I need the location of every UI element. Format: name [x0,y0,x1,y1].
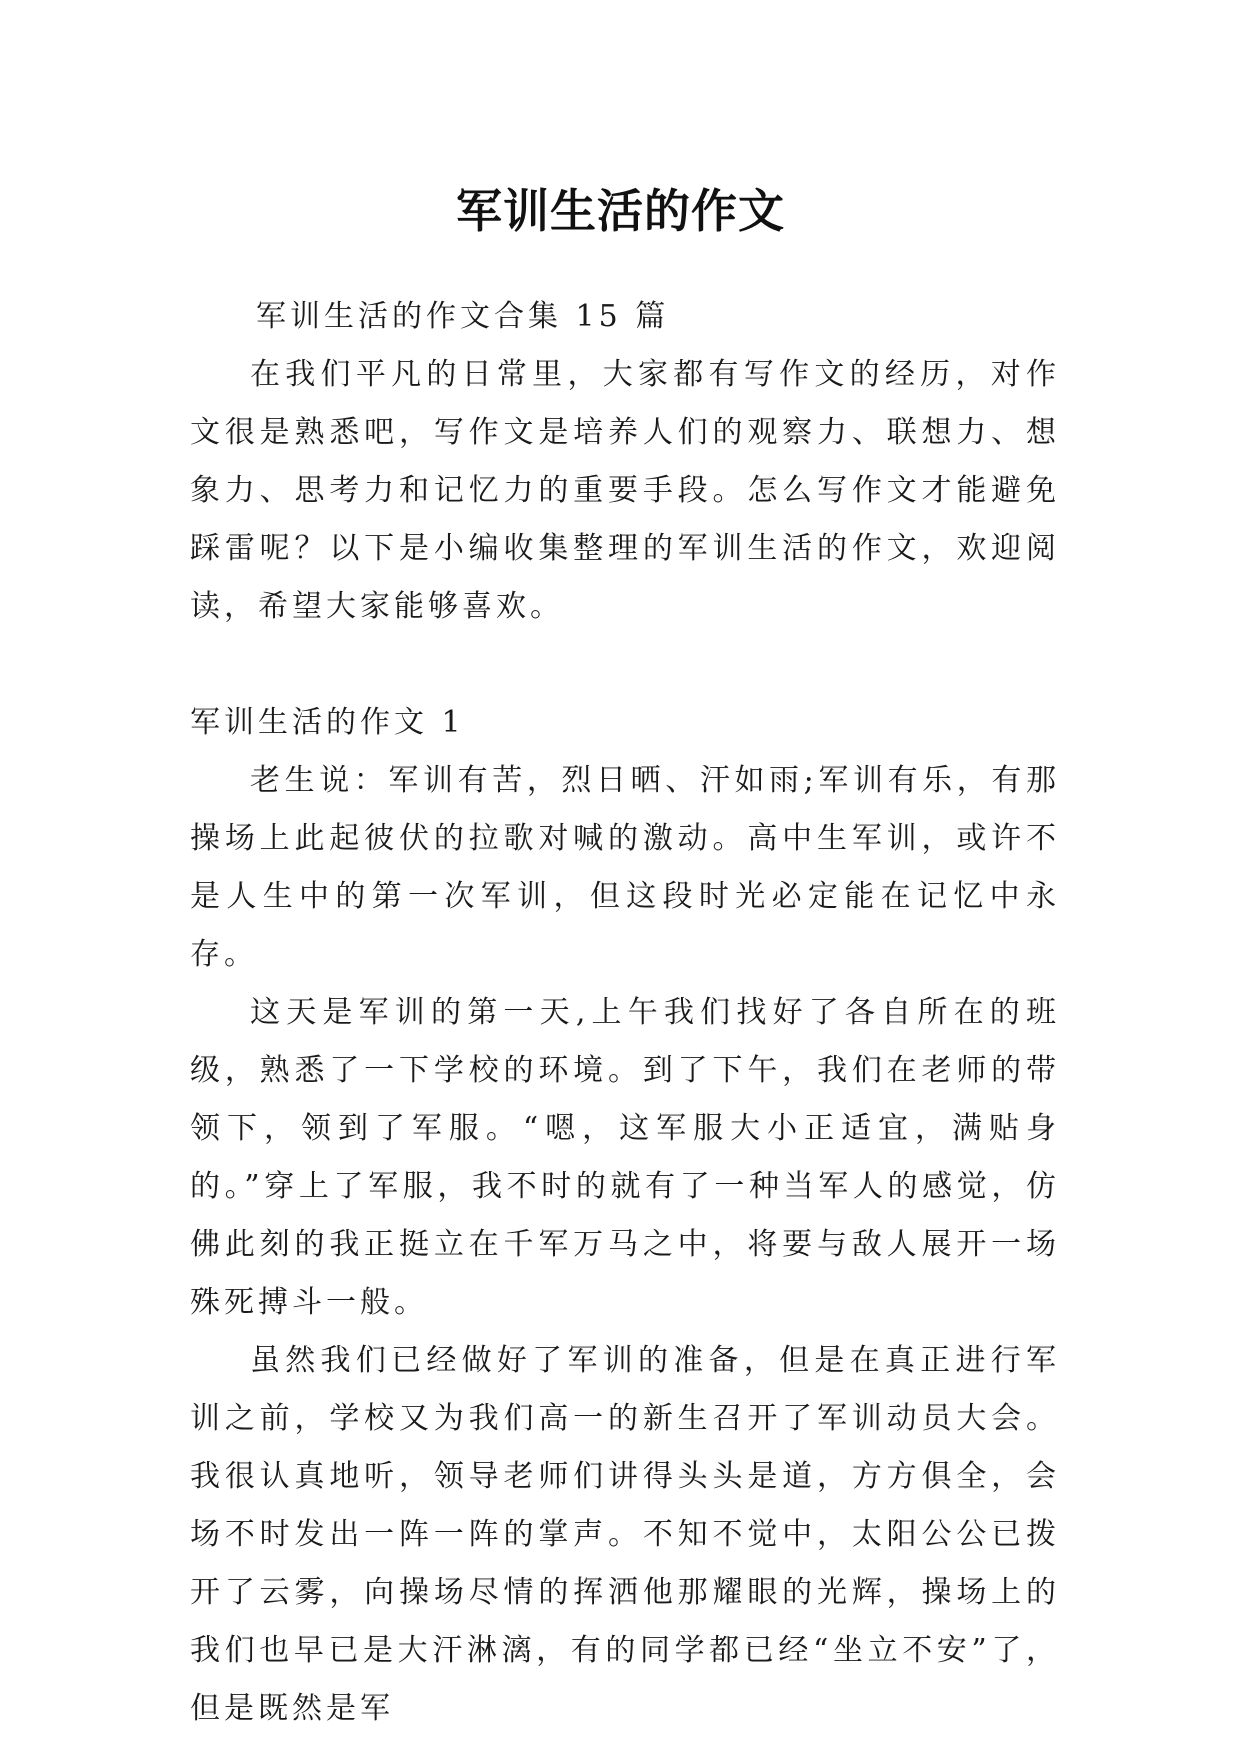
section-heading: 军训生活的作文 1 [190,705,465,740]
essay-paragraph-3: 虽然我们已经做好了军训的准备，但是在真正进行军训之前，学校又为我们高一的新生召开了军训动员大会。我很认真地听，领导老师们讲得头头是道，方方俱全，会场不时发出一阵一阵的掌声。不知不觉中，太阳公公已拨开了云雾，向操场尽情的挥洒他那耀眼的光辉，操场上的我们也早已是大汗淋漓，有的同学都已经“坐立不安”了，但是既然是军 [190,1343,1060,1726]
intro-paragraph: 在我们平凡的日常里，大家都有写作文的经历，对作文很是熟悉吧，写作文是培养人们的观察力、联想力、想象力、思考力和记忆力的重要手段。怎么写作文才能避免踩雷呢？以下是小编收集整理的军训生活的作文，欢迎阅读，希望大家能够喜欢。 [190,357,1060,624]
essay-paragraph-2: 这天是军训的第一天,上午我们找好了各自所在的班级，熟悉了一下学校的环境。到了下午，我们在老师的带领下，领到了军服。“嗯，这军服大小正适宜，满贴身的。”穿上了军服，我不时的就有了一种当军人的感觉，仿佛此刻的我正挺立在千军万马之中，将要与敌人展开一场殊死搏斗一般。 [190,995,1060,1320]
document-title: 军训生活的作文 [456,183,785,238]
essay-paragraph-1: 老生说：军训有苦，烈日晒、汗如雨;军训有乐，有那操场上此起彼伏的拉歌对喊的激动。高中生军训，或许不是人生中的第一次军训，但这段时光必定能在记忆中永存。 [190,763,1060,972]
section-spacer [190,636,1060,694]
document-body [190,288,1060,1738]
collection-subtitle: 军训生活的作文合集 15 篇 [256,299,670,334]
